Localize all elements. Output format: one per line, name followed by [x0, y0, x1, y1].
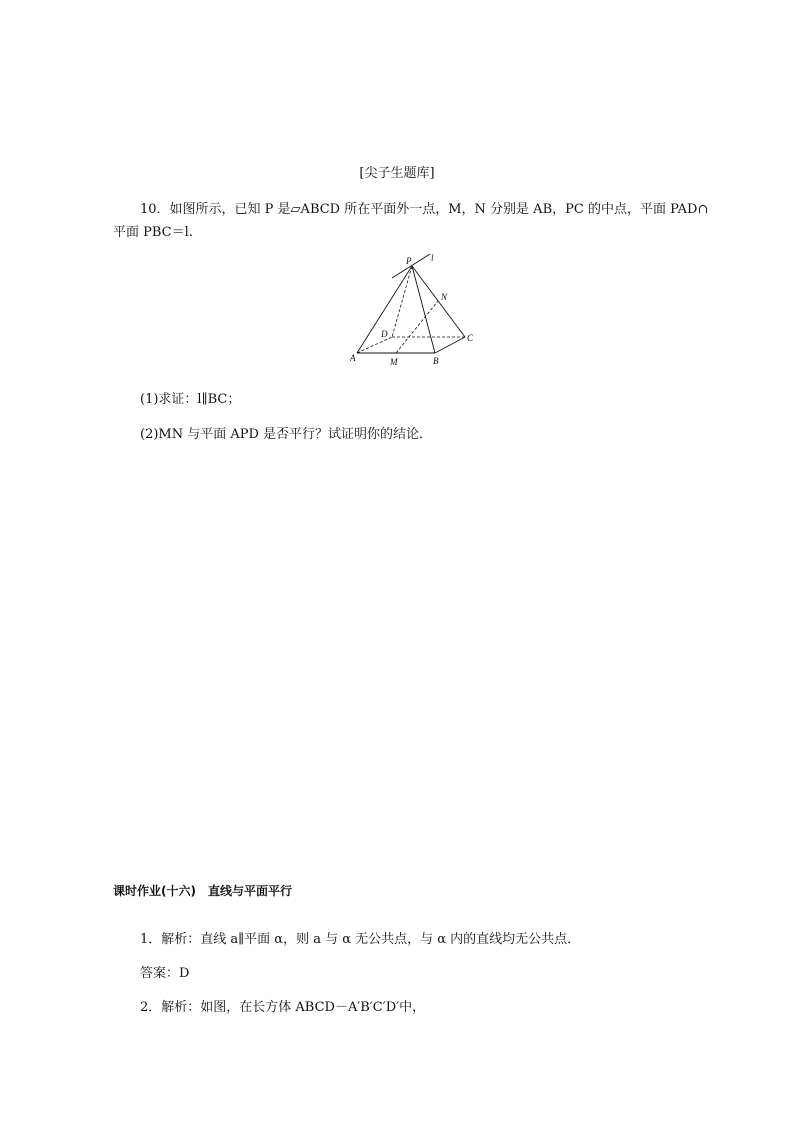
label-B: B — [433, 356, 439, 366]
answer-1-text: 1．解析：直线 a∥平面 α，则 a 与 α 无公共点，与 α 内的直线均无公共点． — [140, 932, 581, 947]
section-heading: [尖子生题库] — [359, 166, 435, 181]
edge-PA — [357, 266, 412, 353]
label-l: l — [431, 253, 434, 263]
problem-10-line-2: 平面 PBC＝l. — [113, 225, 193, 240]
answer-2-text: 2．解析：如图，在长方体 ABCD－A′B′C′D′中， — [140, 1000, 426, 1015]
section-title: 课时作业(十六) 直线与平面平行 — [113, 884, 292, 898]
label-N: N — [441, 292, 448, 302]
label-M: M — [390, 357, 398, 367]
label-D: D — [381, 329, 388, 339]
answer-1-result: 答案：D — [140, 966, 190, 981]
question-1: (1)求证：l∥BC； — [140, 392, 241, 407]
question-2: (2)MN 与平面 APD 是否平行？试证明你的结论． — [140, 427, 433, 442]
edge-BC — [435, 337, 465, 353]
edge-PC — [412, 266, 465, 337]
pyramid-figure — [350, 250, 480, 375]
label-A: A — [350, 353, 356, 363]
edge-PD — [392, 266, 412, 337]
problem-10-line-1: 10．如图所示，已知 P 是▱ABCD 所在平面外一点，M，N 分别是 AB，PC 的中点，平面 PAD∩ — [140, 202, 709, 217]
segment-MN — [396, 301, 438, 353]
label-P: P — [406, 256, 412, 266]
label-C: C — [467, 333, 474, 343]
